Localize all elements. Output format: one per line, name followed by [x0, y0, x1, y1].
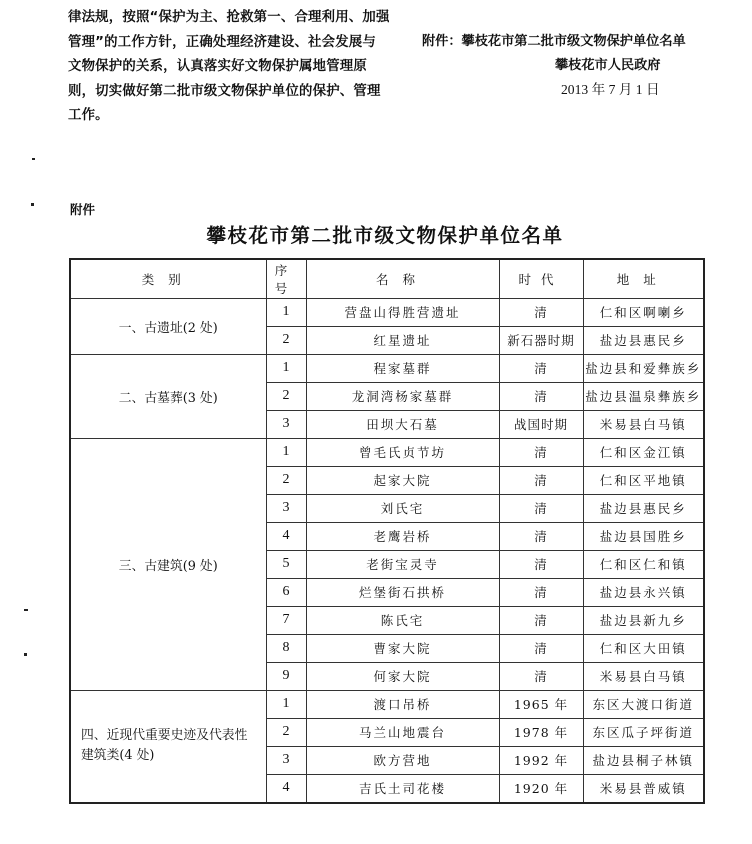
- header-name: 名称: [306, 259, 499, 299]
- era-cell: 清: [499, 550, 583, 578]
- scan-mark: [32, 158, 35, 160]
- category-cell: 三、古建筑(9 处): [70, 438, 266, 690]
- table-row: [70, 354, 704, 382]
- era-cell: 清: [499, 354, 583, 382]
- address-cell: 盐边县和爱彝族乡: [583, 354, 704, 382]
- address-cell: 仁和区啊喇乡: [583, 299, 704, 327]
- table-row: [70, 438, 704, 466]
- number-cell: 2: [266, 382, 306, 410]
- table-body: [70, 299, 704, 804]
- name-cell: 营盘山得胜营遗址: [306, 299, 499, 327]
- address-cell: 盐边县新九乡: [583, 606, 704, 634]
- address-cell: 米易县普威镇: [583, 774, 704, 803]
- category-cell: 二、古墓葬(3 处): [70, 354, 266, 438]
- era-cell: 1992 年: [499, 746, 583, 774]
- table-header-row: [70, 259, 704, 299]
- era-cell: 1978 年: [499, 718, 583, 746]
- name-cell: 吉氏土司花楼: [306, 774, 499, 803]
- number-cell: 6: [266, 578, 306, 606]
- address-cell: 东区大渡口街道: [583, 690, 704, 718]
- address-cell: 盐边县桐子林镇: [583, 746, 704, 774]
- name-cell: 起家大院: [306, 466, 499, 494]
- era-cell: 清: [499, 299, 583, 327]
- name-cell: 烂堡街石拱桥: [306, 578, 499, 606]
- era-cell: 清: [499, 662, 583, 690]
- number-cell: 1: [266, 299, 306, 327]
- body-paragraph: [68, 6, 388, 129]
- number-cell: 4: [266, 774, 306, 803]
- header-number: 序号: [266, 259, 306, 299]
- address-cell: 仁和区金江镇: [583, 438, 704, 466]
- address-cell: 米易县白马镇: [583, 662, 704, 690]
- issue-date: 2013 年 7 月 1 日: [561, 82, 660, 97]
- name-cell: 曹家大院: [306, 634, 499, 662]
- header-category: 类别: [70, 259, 266, 299]
- document-title: 攀枝花市第二批市级文物保护单位名单: [206, 224, 564, 247]
- name-cell: 红星遗址: [306, 326, 499, 354]
- number-cell: 1: [266, 438, 306, 466]
- category-line: 四、近现代重要史迹及代表性: [81, 728, 248, 744]
- body-line: 则，切实做好第二批市级文物保护单位的保护、管理: [68, 83, 381, 99]
- header-address: 地址: [583, 259, 704, 299]
- era-cell: 清: [499, 606, 583, 634]
- heritage-sites-table: [69, 258, 705, 804]
- era-cell: 清: [499, 438, 583, 466]
- address-cell: 东区瓜子坪街道: [583, 718, 704, 746]
- name-cell: 曾毛氏贞节坊: [306, 438, 499, 466]
- name-cell: 欧方营地: [306, 746, 499, 774]
- address-cell: 盐边县惠民乡: [583, 326, 704, 354]
- name-cell: 龙洞湾杨家墓群: [306, 382, 499, 410]
- name-cell: 田坝大石墓: [306, 410, 499, 438]
- era-cell: 清: [499, 494, 583, 522]
- issuing-organization: 攀枝花市人民政府: [555, 58, 661, 73]
- table-row: [70, 690, 704, 718]
- name-cell: 陈氏宅: [306, 606, 499, 634]
- name-cell: 老鹰岩桥: [306, 522, 499, 550]
- era-cell: 清: [499, 382, 583, 410]
- number-cell: 9: [266, 662, 306, 690]
- address-cell: 仁和区仁和镇: [583, 550, 704, 578]
- era-cell: 清: [499, 466, 583, 494]
- body-line: 工作。: [68, 108, 109, 123]
- address-cell: 盐边县国胜乡: [583, 522, 704, 550]
- scan-mark: [31, 203, 34, 206]
- era-cell: 战国时期: [499, 410, 583, 438]
- number-cell: 8: [266, 634, 306, 662]
- number-cell: 3: [266, 494, 306, 522]
- attachment-label: 附件: [70, 202, 96, 217]
- signoff-block: [422, 30, 722, 102]
- category-line: 建筑类(4 处): [81, 748, 155, 764]
- header-era: 时代: [499, 259, 583, 299]
- name-cell: 程家墓群: [306, 354, 499, 382]
- address-cell: 仁和区大田镇: [583, 634, 704, 662]
- table-row: [70, 299, 704, 327]
- scan-mark: [24, 609, 28, 611]
- category-cell: [70, 690, 266, 803]
- era-cell: 清: [499, 634, 583, 662]
- name-cell: 何家大院: [306, 662, 499, 690]
- number-cell: 4: [266, 522, 306, 550]
- attachment-note: 附件：攀枝花市第二批市级文物保护单位名单: [422, 34, 686, 49]
- address-cell: 米易县白马镇: [583, 410, 704, 438]
- number-cell: 3: [266, 746, 306, 774]
- name-cell: 马兰山地震台: [306, 718, 499, 746]
- body-line: 律法规，按照“保护为主、抢救第一、合理利用、加强: [68, 10, 390, 25]
- era-cell: 1965 年: [499, 690, 583, 718]
- address-cell: 仁和区平地镇: [583, 466, 704, 494]
- number-cell: 1: [266, 690, 306, 718]
- era-cell: 清: [499, 522, 583, 550]
- number-cell: 2: [266, 718, 306, 746]
- number-cell: 3: [266, 410, 306, 438]
- number-cell: 1: [266, 354, 306, 382]
- address-cell: 盐边县永兴镇: [583, 578, 704, 606]
- name-cell: 老街宝灵寺: [306, 550, 499, 578]
- number-cell: 7: [266, 606, 306, 634]
- era-cell: 1920 年: [499, 774, 583, 803]
- number-cell: 2: [266, 466, 306, 494]
- name-cell: 刘氏宅: [306, 494, 499, 522]
- number-cell: 5: [266, 550, 306, 578]
- category-cell: 一、古遗址(2 处): [70, 299, 266, 355]
- number-cell: 2: [266, 326, 306, 354]
- body-line: 文物保护的关系，认真落实好文物保护属地管理原: [68, 59, 367, 74]
- body-line: 管理”的工作方针，正确处理经济建设、社会发展与: [68, 34, 376, 50]
- era-cell: 新石器时期: [499, 326, 583, 354]
- name-cell: 渡口吊桥: [306, 690, 499, 718]
- address-cell: 盐边县温泉彝族乡: [583, 382, 704, 410]
- scan-mark: [24, 653, 27, 656]
- era-cell: 清: [499, 578, 583, 606]
- address-cell: 盐边县惠民乡: [583, 494, 704, 522]
